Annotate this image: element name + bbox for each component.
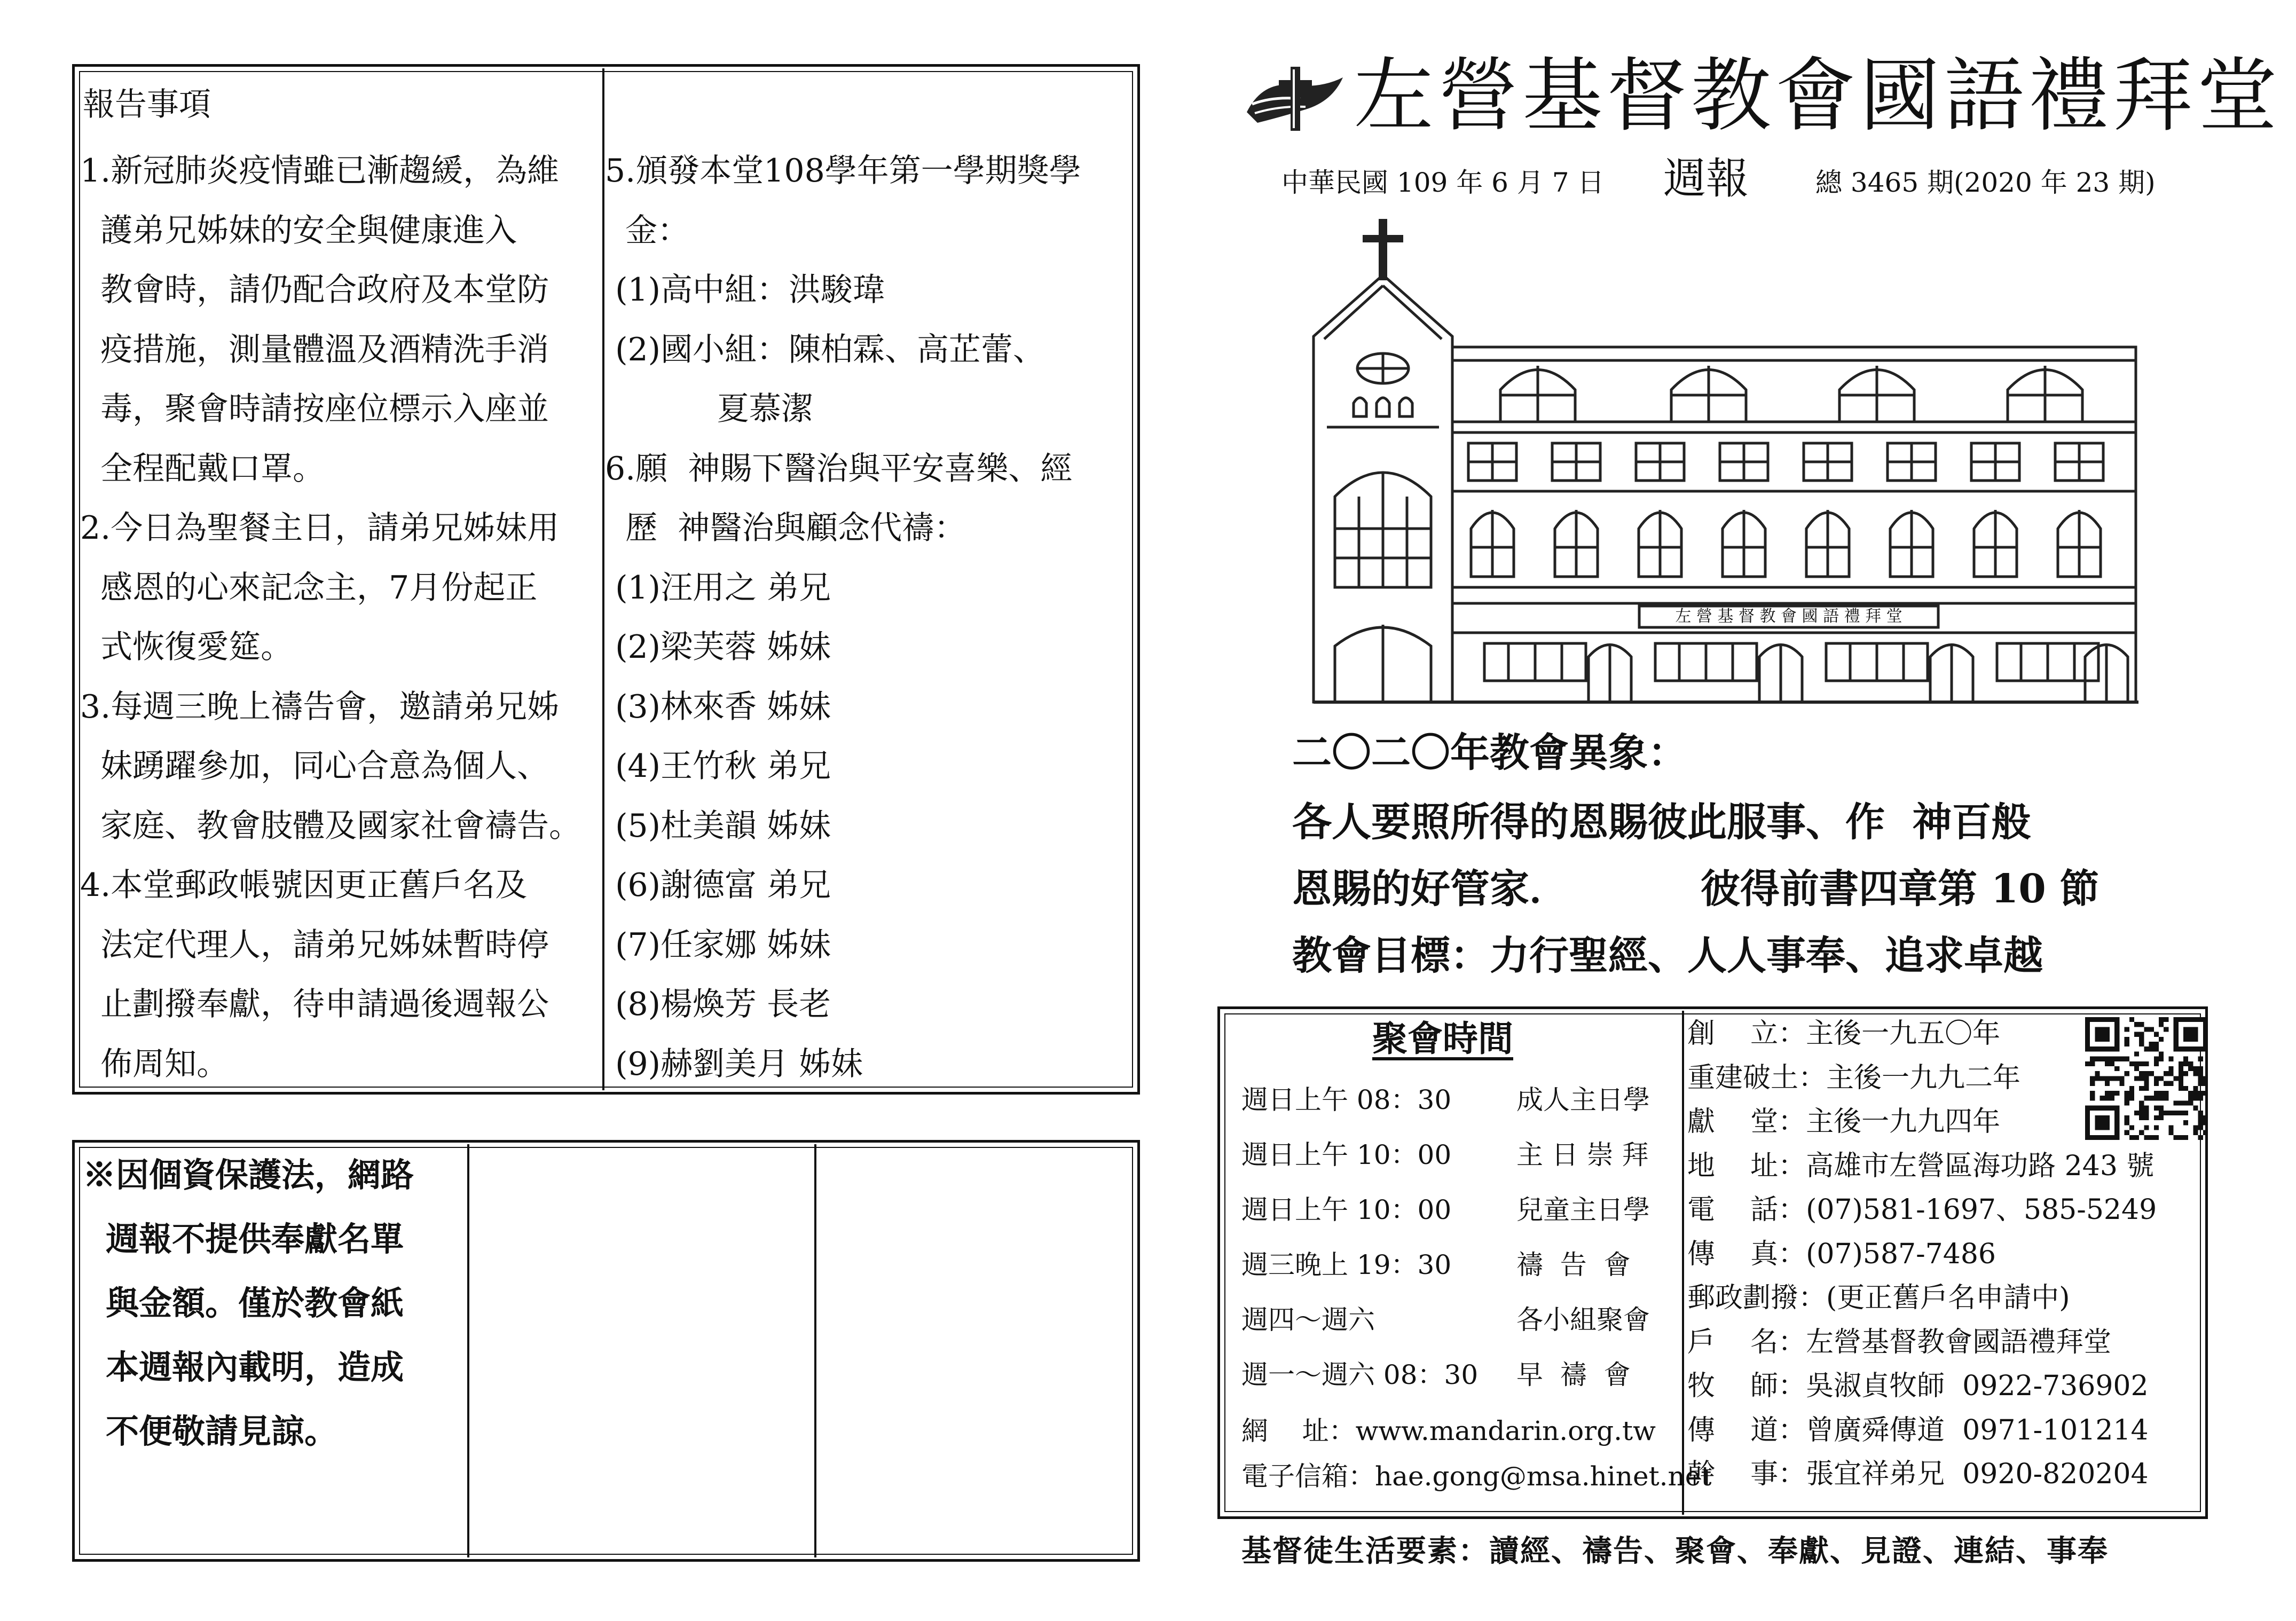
announcement-line: 佈周知。 xyxy=(80,1045,229,1083)
announcement-line: 6.願 神賜下醫治與平安喜樂、經 xyxy=(605,450,1073,487)
info-line: 電 話：(07)581-1697、585-5249 xyxy=(1687,1194,2157,1226)
church-website: 網 址：www.mandarin.org.tw xyxy=(1241,1415,1656,1446)
announcement-line: 妹踴躍參加，同心合意為個人、 xyxy=(80,747,549,785)
info-line: 郵政劃撥：(更正舊戶名申請中) xyxy=(1687,1282,2070,1314)
announcement-line: (2)國小組：陳柏霖、高芷蕾、 xyxy=(605,331,1045,368)
meeting-name: 成人主日學 xyxy=(1516,1084,1650,1115)
meetings-title: 聚會時間 xyxy=(1372,1018,1513,1059)
meeting-time: 週一～週六 08：30 xyxy=(1241,1359,1479,1390)
info-line: 獻 堂：主後一九九四年 xyxy=(1687,1106,2001,1138)
announcement-line: 1.新冠肺炎疫情雖已漸趨緩，為維 xyxy=(80,152,560,190)
announcement-line: 2.今日為聖餐主日，請弟兄姊妹用 xyxy=(80,509,560,547)
announcements-heading: 報告事項 xyxy=(83,86,211,123)
announcement-line: 毒，聚會時請按座位標示入座並 xyxy=(80,390,549,428)
announcement-line: (1)汪用之 弟兄 xyxy=(605,569,831,607)
meeting-name: 早 禱 會 xyxy=(1516,1359,1631,1390)
privacy-line: 不便敬請見諒。 xyxy=(83,1412,338,1451)
announcement-line: (2)梁芙蓉 姊妹 xyxy=(605,628,831,666)
meeting-name: 主 日 崇 拜 xyxy=(1516,1139,1649,1170)
vision-reference: 彼得前書四章第 10 節 xyxy=(1701,866,2100,912)
announcement-line: 家庭、教會肢體及國家社會禱告。 xyxy=(80,807,581,845)
meeting-time: 週三晚上 19：30 xyxy=(1241,1249,1452,1280)
info-divider xyxy=(1682,1011,1684,1515)
announcement-line: 歷 神醫治與顧念代禱： xyxy=(605,509,966,547)
info-line: 地 址：高雄市左營區海功路 243 號 xyxy=(1687,1150,2155,1182)
privacy-divider-1 xyxy=(467,1144,469,1557)
announcement-line: (4)王竹秋 弟兄 xyxy=(605,747,831,785)
announcement-line: (7)任家娜 姊妹 xyxy=(605,926,831,964)
info-line: 創 立：主後一九五〇年 xyxy=(1687,1018,2001,1050)
building-sign-text: 左 營 基 督 教 會 國 語 禮 拜 堂 xyxy=(1675,607,1902,626)
privacy-line: 本週報內載明，造成 xyxy=(83,1348,404,1387)
announcements-divider xyxy=(602,68,604,1090)
info-line: 牧 師：吳淑貞牧師 0922-736902 xyxy=(1687,1370,2149,1402)
privacy-line: ※因個資保護法，網路 xyxy=(83,1155,414,1194)
vision-line-1: 各人要照所得的恩賜彼此服事、作 神百般 xyxy=(1292,799,2031,845)
info-line: 傳 真：(07)587-7486 xyxy=(1687,1238,1996,1270)
privacy-line: 與金額。僅於教會紙 xyxy=(83,1284,404,1323)
announcement-line: 3.每週三晚上禱告會，邀請弟兄姊 xyxy=(80,688,560,726)
privacy-line: 週報不提供奉獻名單 xyxy=(83,1219,404,1258)
announcement-line: 法定代理人，請弟兄姊妹暫時停 xyxy=(80,926,549,964)
announcement-line: 4.本堂郵政帳號因更正舊戶名及 xyxy=(80,867,528,904)
meeting-name: 兒童主日學 xyxy=(1516,1194,1650,1225)
meeting-name: 禱 告 會 xyxy=(1516,1249,1631,1280)
bulletin-issue: 總 3465 期(2020 年 23 期) xyxy=(1815,167,2156,198)
qr-code xyxy=(2085,1017,2208,1143)
announcement-line: 夏慕潔 xyxy=(605,390,813,428)
announcement-line: (9)赫劉美月 姊妹 xyxy=(605,1045,863,1083)
announcement-line: 感恩的心來記念主，7月份起正 xyxy=(80,569,538,607)
info-line: 幹 事：張宜祥弟兄 0920-820204 xyxy=(1687,1458,2149,1490)
announcement-line: (1)高中組：洪駿瑋 xyxy=(605,271,885,309)
info-line: 傳 道：曾廣舜傳道 0971-101214 xyxy=(1687,1414,2149,1446)
announcement-line: (3)林來香 姊妹 xyxy=(605,688,831,726)
privacy-divider-2 xyxy=(814,1144,816,1557)
vision-title: 二〇二〇年教會異象： xyxy=(1292,730,1687,776)
announcement-line: 疫措施，測量體溫及酒精洗手消 xyxy=(80,331,549,368)
meeting-name: 各小組聚會 xyxy=(1516,1304,1650,1335)
announcement-line: 護弟兄姊妹的安全與健康進入 xyxy=(80,211,517,249)
meeting-time: 週日上午 10：00 xyxy=(1241,1139,1452,1170)
church-logo xyxy=(1241,64,1348,133)
announcement-line: 式恢復愛筵。 xyxy=(80,628,293,666)
announcement-line: 止劃撥奉獻，待申請過後週報公 xyxy=(80,986,549,1023)
meeting-time: 週日上午 10：00 xyxy=(1241,1194,1452,1225)
announcement-line: 5.頒發本堂108學年第一學期獎學 xyxy=(605,152,1081,190)
announcement-line: 全程配戴口罩。 xyxy=(80,450,325,487)
meeting-time: 週四～週六 xyxy=(1241,1304,1375,1335)
church-name: 左營基督教會國語禮拜堂 xyxy=(1354,50,2282,143)
church-goal: 教會目標：力行聖經、人人事奉、追求卓越 xyxy=(1292,933,2043,979)
bulletin-date: 中華民國 109 年 6 月 7 日 xyxy=(1281,167,1605,198)
announcement-line: (5)杜美韻 姊妹 xyxy=(605,807,831,845)
announcement-line: (6)謝德富 弟兄 xyxy=(605,867,831,904)
church-email: 電子信箱：hae.gong@msa.hinet.net xyxy=(1241,1461,1712,1492)
church-building-illustration xyxy=(1308,219,2141,705)
announcement-line: 金： xyxy=(605,211,690,249)
vision-line-2: 恩賜的好管家． xyxy=(1292,866,1569,912)
announcement-line: 教會時，請仍配合政府及本堂防 xyxy=(80,271,549,309)
meeting-time: 週日上午 08：30 xyxy=(1241,1084,1452,1115)
info-line: 戶 名：左營基督教會國語禮拜堂 xyxy=(1687,1326,2112,1358)
footer-christian-life: 基督徒生活要素：讀經、禱告、聚會、奉獻、見證、連結、事奉 xyxy=(1241,1533,2109,1569)
announcement-line: (8)楊煥芳 長老 xyxy=(605,986,831,1023)
info-line: 重建破土：主後一九九二年 xyxy=(1687,1061,2021,1094)
bulletin-label: 週報 xyxy=(1663,154,1749,203)
